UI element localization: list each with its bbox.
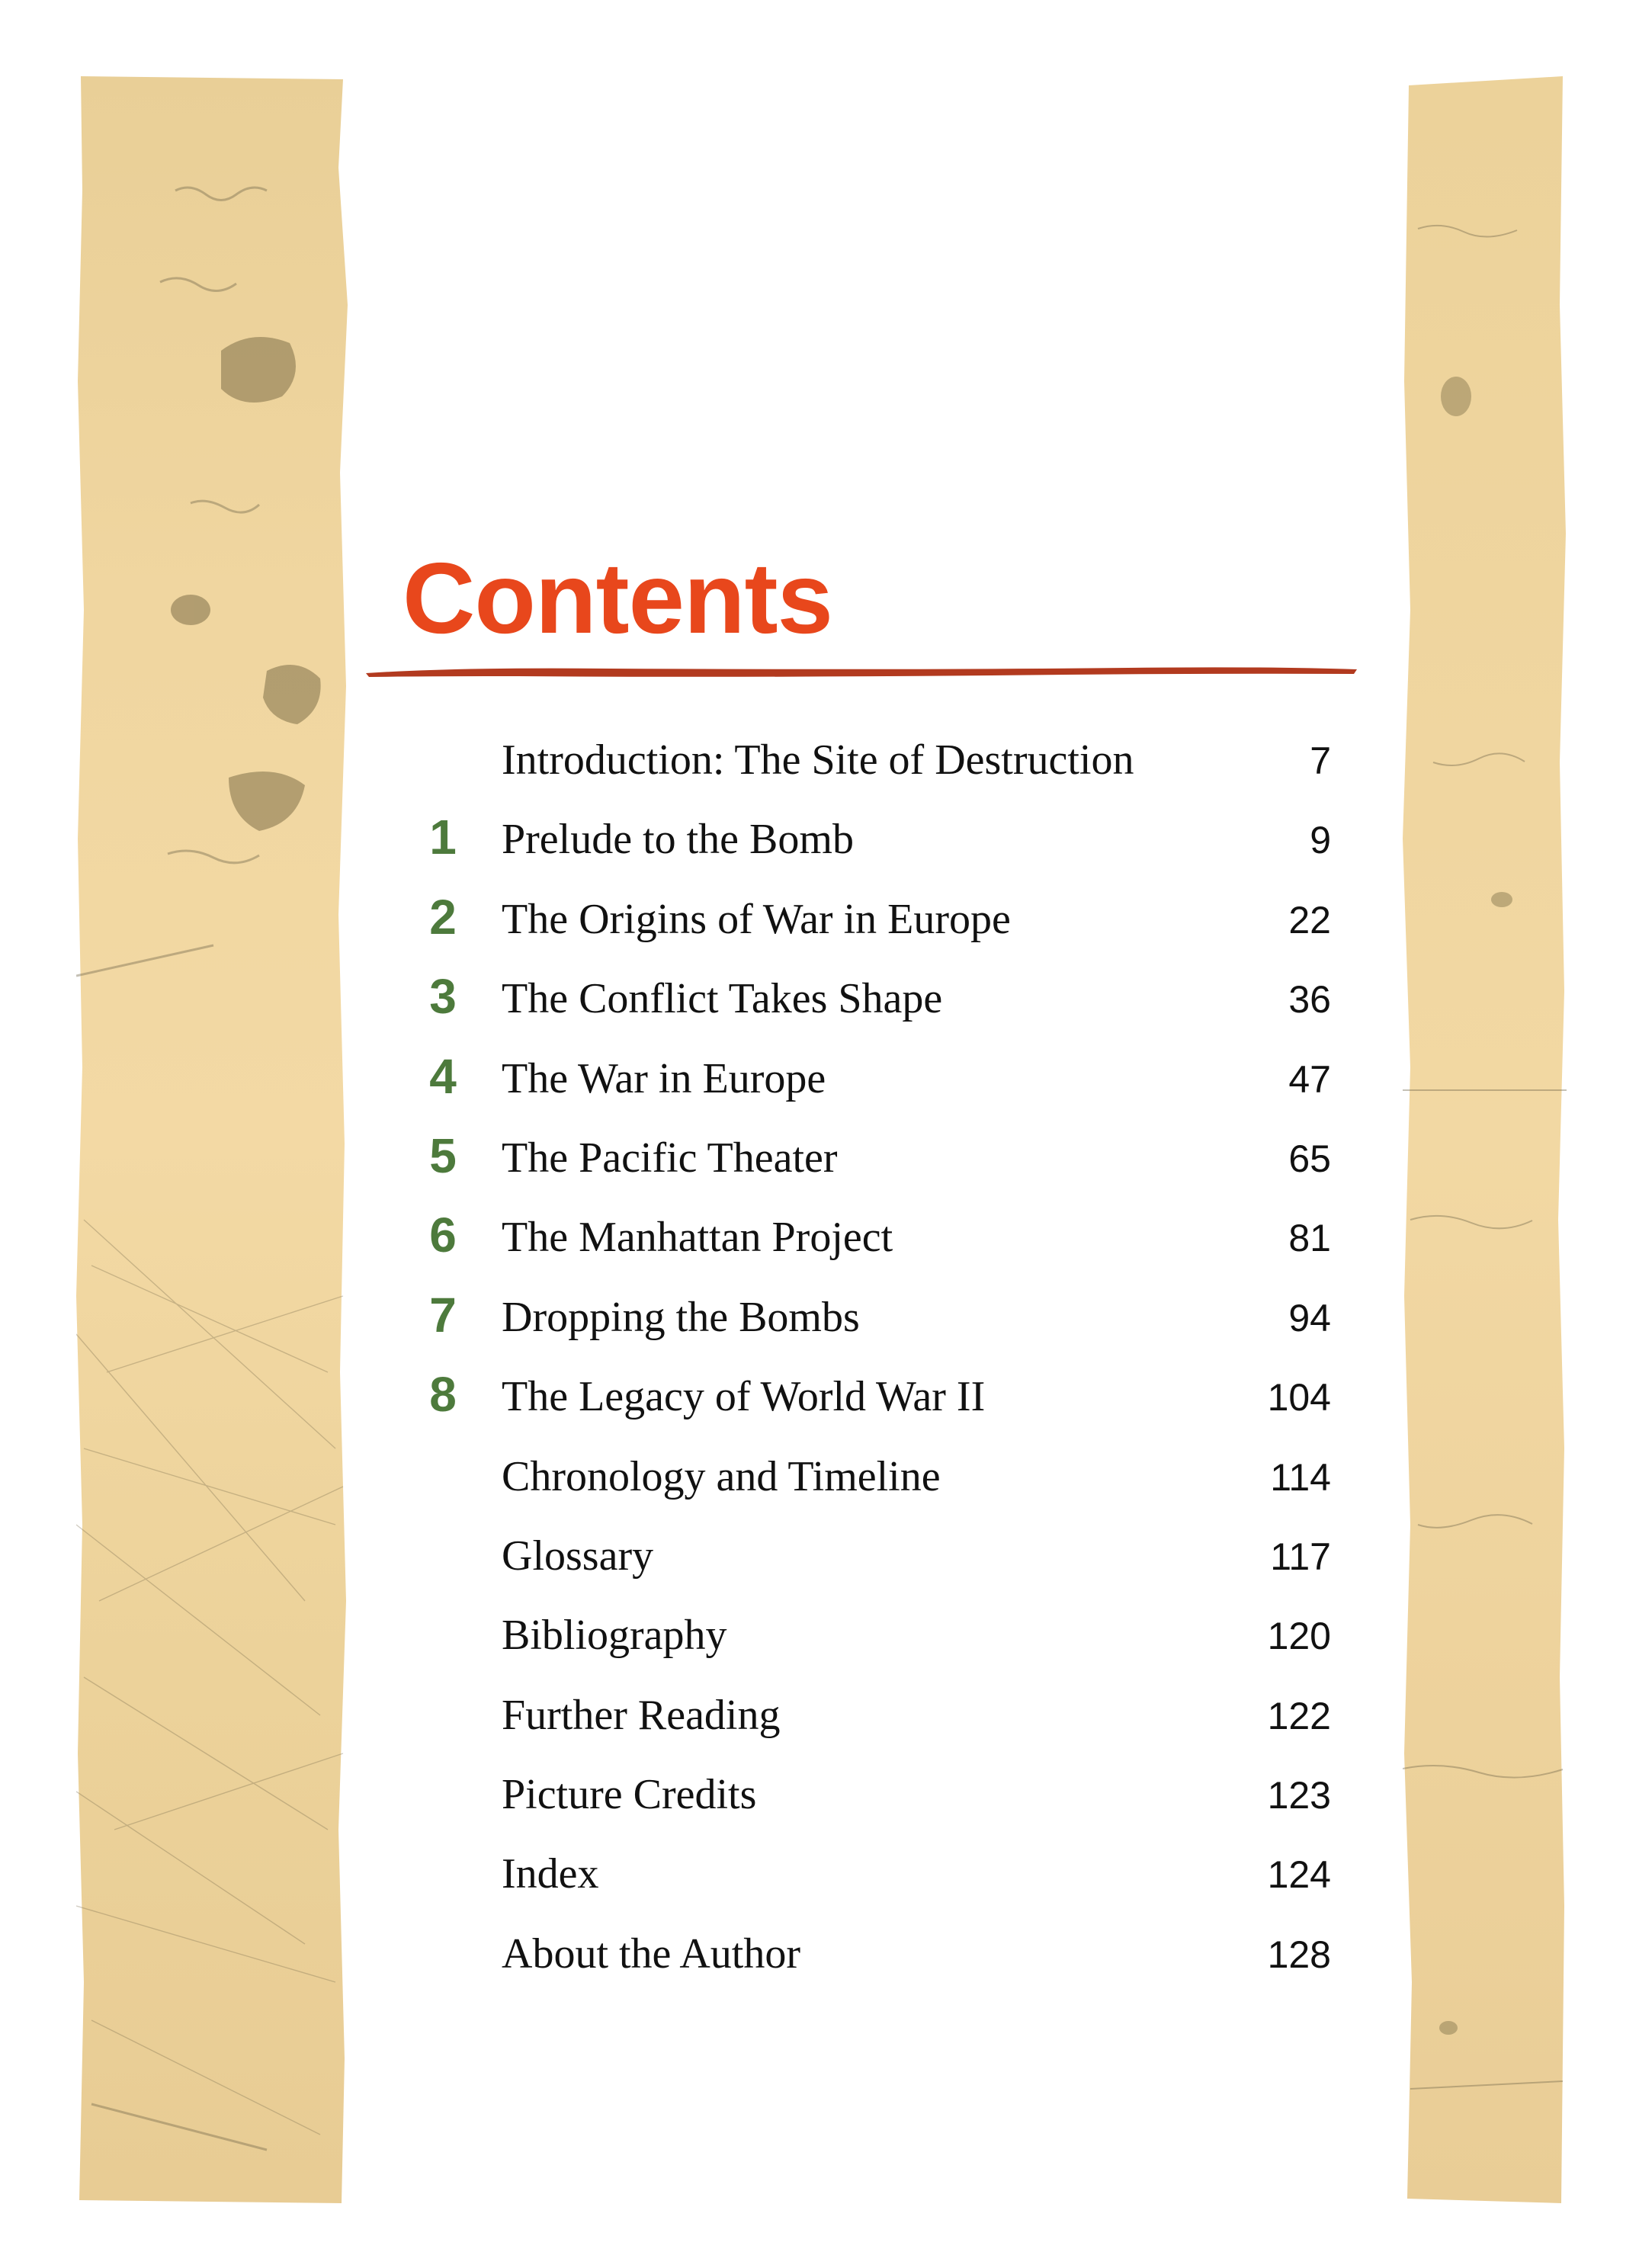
page-number: 94	[1288, 1296, 1331, 1339]
toc-entry	[412, 1915, 1331, 1994]
parchment-texture-left	[76, 76, 349, 2203]
chapter-number: 6	[429, 1208, 457, 1263]
page-title: Contents	[403, 542, 832, 654]
chapter-number: 3	[429, 969, 457, 1025]
toc-entry	[412, 1198, 1331, 1278]
entry-title: Introduction: The Site of Destruction	[502, 736, 1134, 784]
entry-title: The Pacific Theater	[502, 1134, 838, 1182]
toc-entry	[412, 1438, 1331, 1517]
page-number: 117	[1270, 1535, 1331, 1578]
toc-entry	[412, 1756, 1331, 1835]
entry-title: The War in Europe	[502, 1054, 826, 1102]
toc-entry	[412, 1596, 1331, 1676]
page-number: 7	[1310, 739, 1331, 782]
toc-entry	[412, 1358, 1331, 1437]
toc-entry	[412, 1040, 1331, 1119]
page-number: 81	[1288, 1217, 1331, 1260]
page-number: 36	[1288, 978, 1331, 1022]
toc-entry	[412, 960, 1331, 1039]
page-number: 123	[1267, 1774, 1331, 1817]
chapter-number: 5	[429, 1128, 457, 1183]
parchment-texture-right	[1403, 76, 1567, 2203]
parchment-strip-right	[1403, 76, 1567, 2203]
entry-title: The Conflict Takes Shape	[502, 975, 943, 1023]
page-number: 114	[1270, 1455, 1331, 1499]
toc-entry	[412, 1676, 1331, 1756]
entry-title: About the Author	[502, 1930, 800, 1978]
entry-title: Bibliography	[502, 1612, 727, 1660]
toc-entry	[412, 1278, 1331, 1358]
entry-title: The Legacy of World War II	[502, 1373, 986, 1421]
page-number: 128	[1267, 1933, 1331, 1976]
entry-title: Dropping the Bombs	[502, 1293, 860, 1341]
contents-list	[412, 721, 1331, 1994]
page-number: 22	[1288, 898, 1331, 942]
toc-entry	[412, 721, 1331, 800]
page-number: 9	[1310, 819, 1331, 862]
entry-title: Index	[502, 1850, 599, 1898]
toc-entry	[412, 800, 1331, 880]
chapter-number: 8	[429, 1367, 457, 1423]
parchment-strip-left	[76, 76, 349, 2203]
entry-title: Further Reading	[502, 1691, 781, 1739]
page-number: 104	[1267, 1376, 1331, 1420]
entry-title: The Origins of War in Europe	[502, 895, 1011, 943]
page-number: 122	[1267, 1694, 1331, 1737]
page-number: 120	[1267, 1615, 1331, 1658]
title-underline	[366, 662, 1357, 682]
entry-title: The Manhattan Project	[502, 1214, 893, 1262]
chapter-number: 2	[429, 889, 457, 945]
page-number: 47	[1288, 1057, 1331, 1101]
toc-entry	[412, 881, 1331, 960]
page-number: 65	[1288, 1137, 1331, 1180]
page-number: 124	[1267, 1853, 1331, 1897]
entry-title: Glossary	[502, 1532, 654, 1580]
entry-title: Prelude to the Bomb	[502, 816, 854, 864]
chapter-number: 4	[429, 1048, 457, 1104]
entry-title: Chronology and Timeline	[502, 1452, 941, 1500]
toc-entry	[412, 1835, 1331, 1914]
toc-entry	[412, 1517, 1331, 1596]
chapter-number: 1	[429, 810, 457, 865]
entry-title: Picture Credits	[502, 1771, 757, 1819]
toc-entry	[412, 1119, 1331, 1198]
chapter-number: 7	[429, 1287, 457, 1343]
